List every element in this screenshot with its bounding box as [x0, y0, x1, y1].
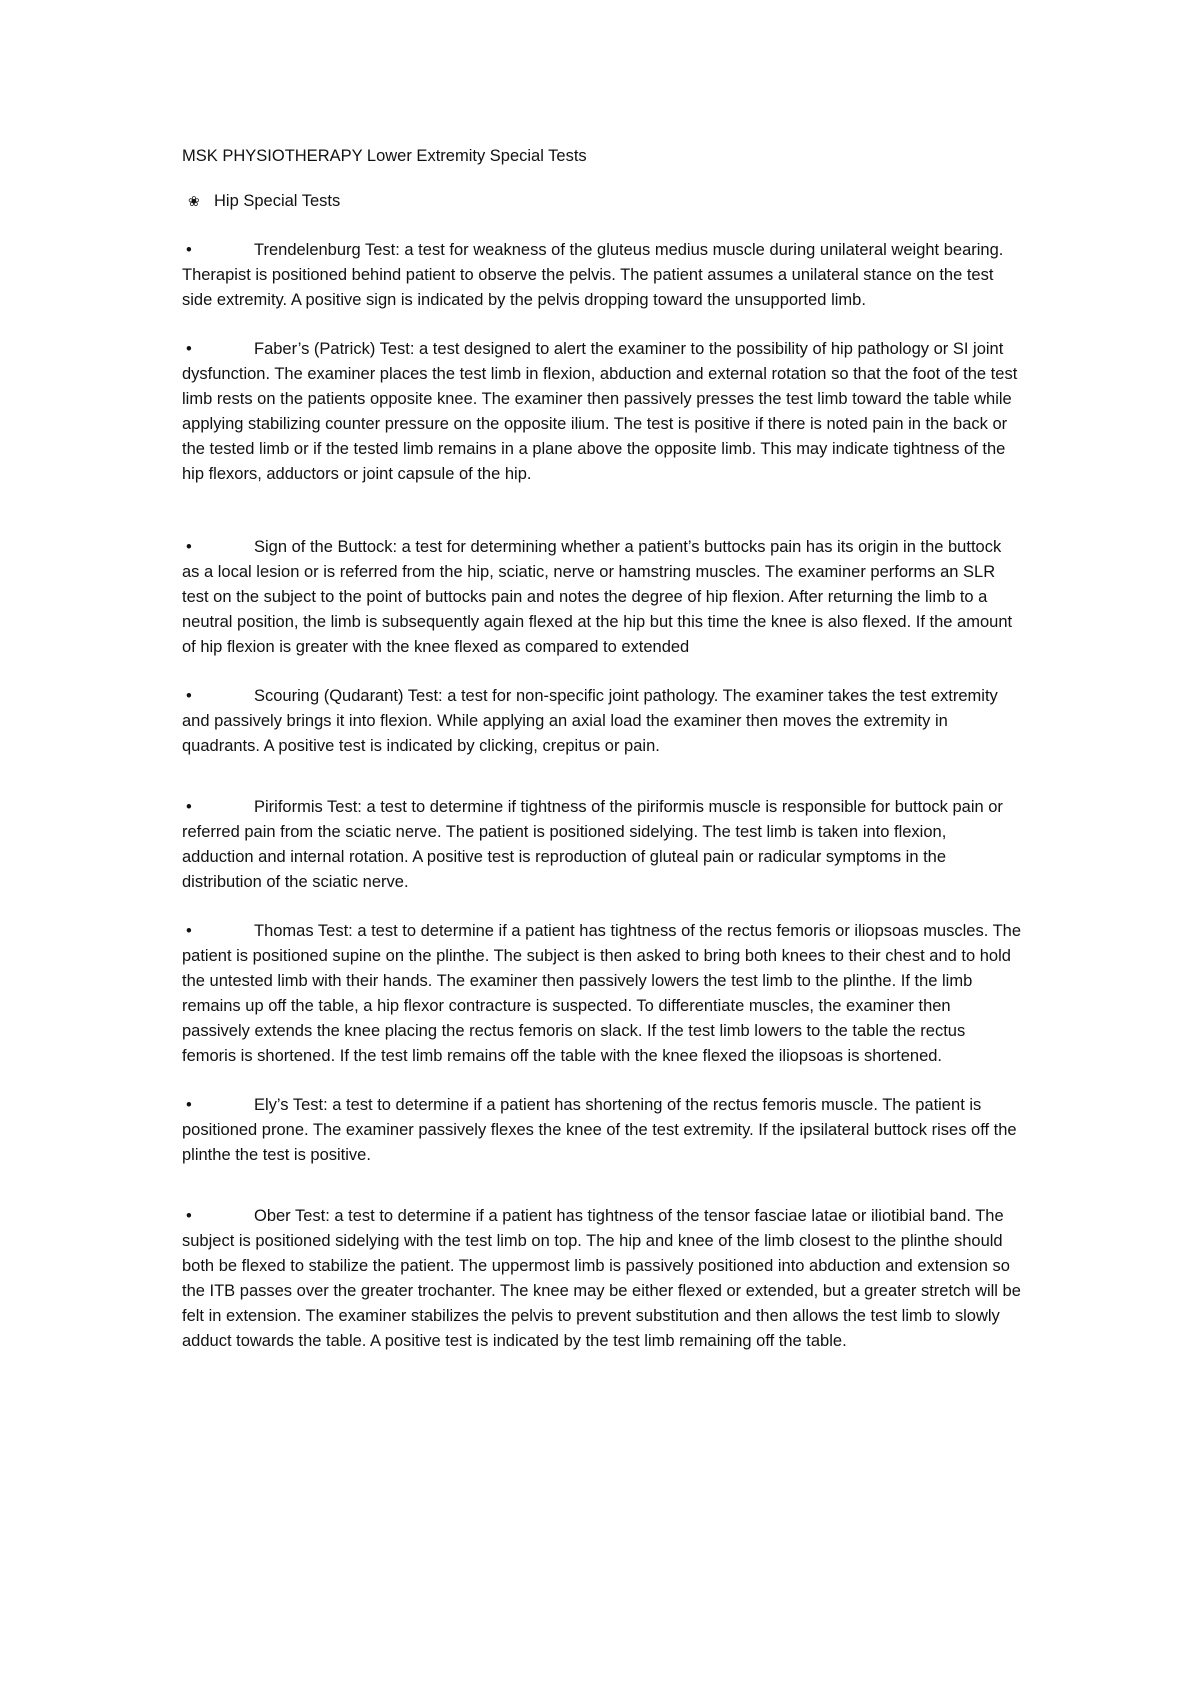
test-item-trendelenburg: [182, 238, 1022, 313]
section-heading-label: Hip Special Tests: [214, 192, 341, 210]
bullet-icon: •: [186, 687, 192, 705]
bullet-icon: •: [186, 1207, 192, 1225]
test-text: Ely’s Test: a test to determine if a patient has shortening of the rectus femoris muscle. The patient is positioned prone. The examiner passively flexes the knee of the test extremity. If the ipsilateral buttock rises off the plinthe the test is positive.: [182, 1096, 1017, 1164]
bullet-icon: •: [186, 241, 192, 259]
test-text: Sign of the Buttock: a test for determining whether a patient’s buttocks pain has its origin in the buttock as a local lesion or is referred from the hip, sciatic, nerve or hamstring muscles. The examiner performs an SLR test on the subject to the point of buttocks pain and notes the degree of hip flexion. After returning the limb to a neutral position, the limb is subsequently again flexed at the hip but this time the knee is also flexed. If the amount of hip flexion is greater with the knee flexed as compared to extended: [182, 538, 1013, 656]
test-item-sign-of-buttock: [182, 535, 1022, 660]
test-item-ober: [182, 1204, 1022, 1354]
document-title: MSK PHYSIOTHERAPY Lower Extremity Special Tests: [182, 147, 587, 165]
test-item-ely: [182, 1093, 1022, 1168]
document-content: [182, 144, 1022, 1354]
section-marker-icon: ❀: [188, 193, 200, 209]
test-text: Ober Test: a test to determine if a patient has tightness of the tensor fasciae latae or iliotibial band. The subject is positioned sidelying with the test limb on top. The hip and knee of the limb closest to the plinthe should both be flexed to stabilize the patient. The uppermost limb is passively positioned into abduction and extension so the ITB passes over the greater trochanter. The knee may be either flexed or extended, but a greater stretch will be felt in extension. The examiner stabilizes the pelvis to prevent substitution and then allows the test limb to slowly adduct towards the table. A positive test is indicated by the test limb remaining off the table.: [182, 1207, 1021, 1350]
test-text: Trendelenburg Test: a test for weakness of the gluteus medius muscle during unilateral weight bearing. Therapist is positioned behind patient to observe the pelvis. The patient assumes a unilateral stance on the test side extremity. A positive sign is indicated by the pelvis dropping toward the unsupported limb.: [182, 241, 1004, 309]
bullet-icon: •: [186, 922, 192, 940]
test-item-scouring: [182, 684, 1022, 759]
test-text: Piriformis Test: a test to determine if tightness of the piriformis muscle is responsible for buttock pain or referred pain from the sciatic nerve. The patient is positioned sidelying. The test limb is taken into flexion, adduction and internal rotation. A positive test is reproduction of gluteal pain or radicular symptoms in the distribution of the sciatic nerve.: [182, 798, 1003, 891]
test-text: Scouring (Qudarant) Test: a test for non-specific joint pathology. The examiner takes the test extremity and passively brings it into flexion. While applying an axial load the examiner then moves the extremity in quadrants. A positive test is indicated by clicking, crepitus or pain.: [182, 687, 998, 755]
test-text: Thomas Test: a test to determine if a patient has tightness of the rectus femoris or iliopsoas muscles. The patient is positioned supine on the plinthe. The subject is then asked to bring both knees to their chest and to hold the untested limb with their hands. The examiner then passively lowers the test limb to the plinthe. If the limb remains up off the table, a hip flexor contracture is suspected. To differentiate muscles, the examiner then passively extends the knee placing the rectus femoris on slack. If the test limb lowers to the table the rectus femoris is shortened. If the test limb remains off the table with the knee flexed the iliopsoas is shortened.: [182, 922, 1022, 1065]
test-item-thomas: [182, 919, 1022, 1069]
bullet-icon: •: [186, 798, 192, 816]
test-text: Faber’s (Patrick) Test: a test designed to alert the examiner to the possibility of hip pathology or SI joint dysfunction. The examiner places the test limb in flexion, abduction and external rotation so that the foot of the test limb rests on the patients opposite knee. The examiner then passively presses the test limb toward the table while applying stabilizing counter pressure on the opposite ilium. The test is positive if there is noted pain in the back or the tested limb or if the tested limb remains in a plane above the opposite limb. This may indicate tightness of the hip flexors, adductors or joint capsule of the hip.: [182, 340, 1018, 483]
test-item-piriformis: [182, 795, 1022, 895]
section-heading: [182, 189, 1022, 214]
bullet-icon: •: [186, 340, 192, 358]
test-item-faber: [182, 337, 1022, 487]
bullet-icon: •: [186, 538, 192, 556]
bullet-icon: •: [186, 1096, 192, 1114]
